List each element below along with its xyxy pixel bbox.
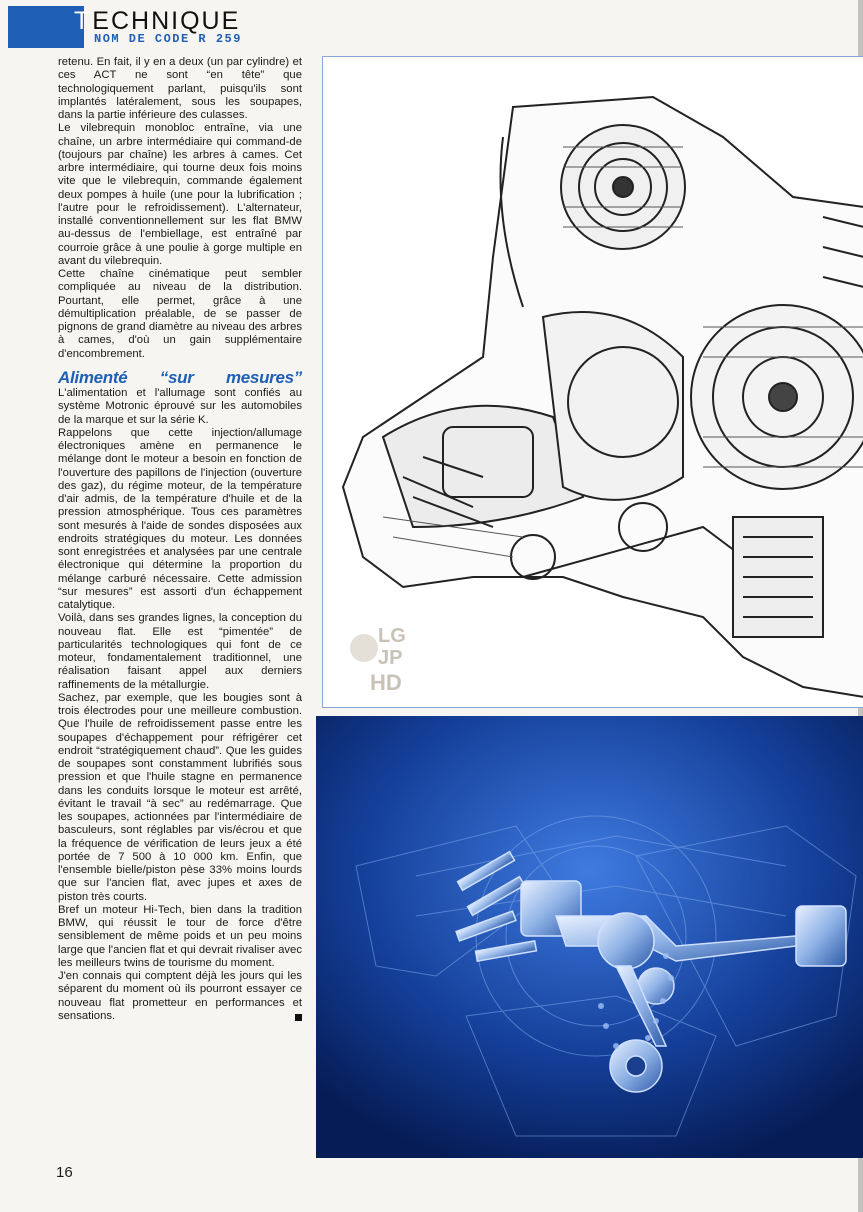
engine-drawing-svg [323, 57, 863, 707]
watermark-line3: HD [370, 670, 402, 695]
end-mark-icon [295, 1014, 302, 1021]
paragraph: Voilà, dans ses grandes lignes, la conception du nouveau flat. Elle est “pimentée” de particularités technologiques qui font de ce moteur, fondamentalement traditionnel, une réalisation faisant appel aux derniers raffinements de la métallurgie. [58, 612, 302, 691]
section-title-initial: T [74, 7, 92, 35]
section-header [8, 6, 308, 48]
paragraph: Rappelons que cette injection/allumage électroniques amène en permanence le mélange dont le moteur a besoin en fonction de l'ouverture des papillons de l'injection (ouverture des gaz), du régime moteur, de la température d'air admis, de la température d'huile et de la pression atmosphérique. Tous ces paramètres sont mesurés à l'aide de sondes disposées aux endroits stratégiques du moteur. Les données sont enregistrées et analysées par une centrale électronique qui détermine la proportion du mélange carburé nécessaire. Cette admission “sur mesures” est assorti d'un échappement catalytique. [58, 426, 302, 611]
paragraph: Sachez, par exemple, que les bougies sont à trois électrodes pour une meilleure combustion. Que l'huile de refroidissement passe entre les soupapes d'échappement pour réfrigérer cet endroit “stratégiquement chaud”. Que les guides de soupapes sont constamment lubrifiés sous pression et que l'huile stagne en permanence dans les conduits lorsque le moteur est arrêté, évitant le travail “à sec” au redémarrage. Que les soupapes, actionnées par l'intermédiaire de basculeurs, sont réglables par vis/écrou et que la fréquence de vérification de leurs jeux a été portée de 7 500 à 10 000 km. Enfin, que l'ensemble bielle/piston pèse 33% moins lourds que sur l'ancien flat, avec jupes et axes de piston très courts. [58, 691, 302, 903]
watermark-logo [346, 618, 436, 698]
paragraph: Cette chaîne cinématique peut sembler compliquée au niveau de la distribution. Pourtant, elle permet, grâce à une démultiplication préalable, de se passer de pignons de grand diamètre au niveau des arbres à cames, d'où un gain supplémentaire d'encombrement. [58, 268, 302, 360]
header-color-block [8, 6, 84, 48]
watermark-line2: JP [378, 647, 403, 669]
section-subtitle: NOM DE CODE R 259 [94, 32, 242, 46]
engine-cutaway-drawing [322, 56, 863, 708]
section-title-rest: ECHNIQUE [92, 7, 241, 35]
paragraph: Le vilebrequin monobloc entraîne, via une chaîne, un arbre intermédiaire qui command-de (toujours par chaîne) les arbres à cames. Cet arbre intermédiaire, qui tourne deux fois moins vite que le vilebrequin, commande également deux pompes à huile (une pour la lubrification ; l'autre pour le refroidissement). L'alternateur, installé conventionnellement sur les flat BMW au-dessus de l'embiellage, est entraîné par courroie grâce à une poulie à gorge multiple en avant du vilebrequin. [58, 122, 302, 267]
watermark-svg [346, 618, 436, 698]
section-paragraph [58, 367, 302, 427]
subheading: Alimenté “sur mesures” [58, 367, 302, 387]
crankshaft-svg [316, 716, 863, 1158]
article-column [58, 56, 302, 1023]
page-number: 16 [56, 1164, 73, 1181]
watermark-line1: LG [378, 625, 406, 647]
paragraph: Bref un moteur Hi-Tech, bien dans la tradition BMW, qui réussit le tour de force d'être sensiblement de même poids et un peu moins large que l'ancien flat et qui devrait rivaliser avec les meilleurs twins de tourisme du moment. [58, 903, 302, 969]
section-title [74, 8, 240, 34]
paragraph: retenu. En fait, il y en a deux (un par cylindre) et ces ACT ne sont “en tête” que technologiquement parlant, puisqu'ils sont implantés latéralement, sous les soupapes, dans la partie inférieure des culasses. [58, 56, 302, 121]
crankshaft-render [316, 716, 863, 1158]
final-paragraph [58, 970, 302, 1023]
paragraph-text: J'en connais qui comptent déjà les jours qui les séparent du moment où ils pourront essayer ce nouveau flat prometteur en performances et sensations. [58, 970, 302, 1022]
section-lead-text: L'alimentation et l'allumage sont confiés au système Motronic éprouvé sur les automobiles de la marque et sur la série K. [58, 387, 302, 426]
